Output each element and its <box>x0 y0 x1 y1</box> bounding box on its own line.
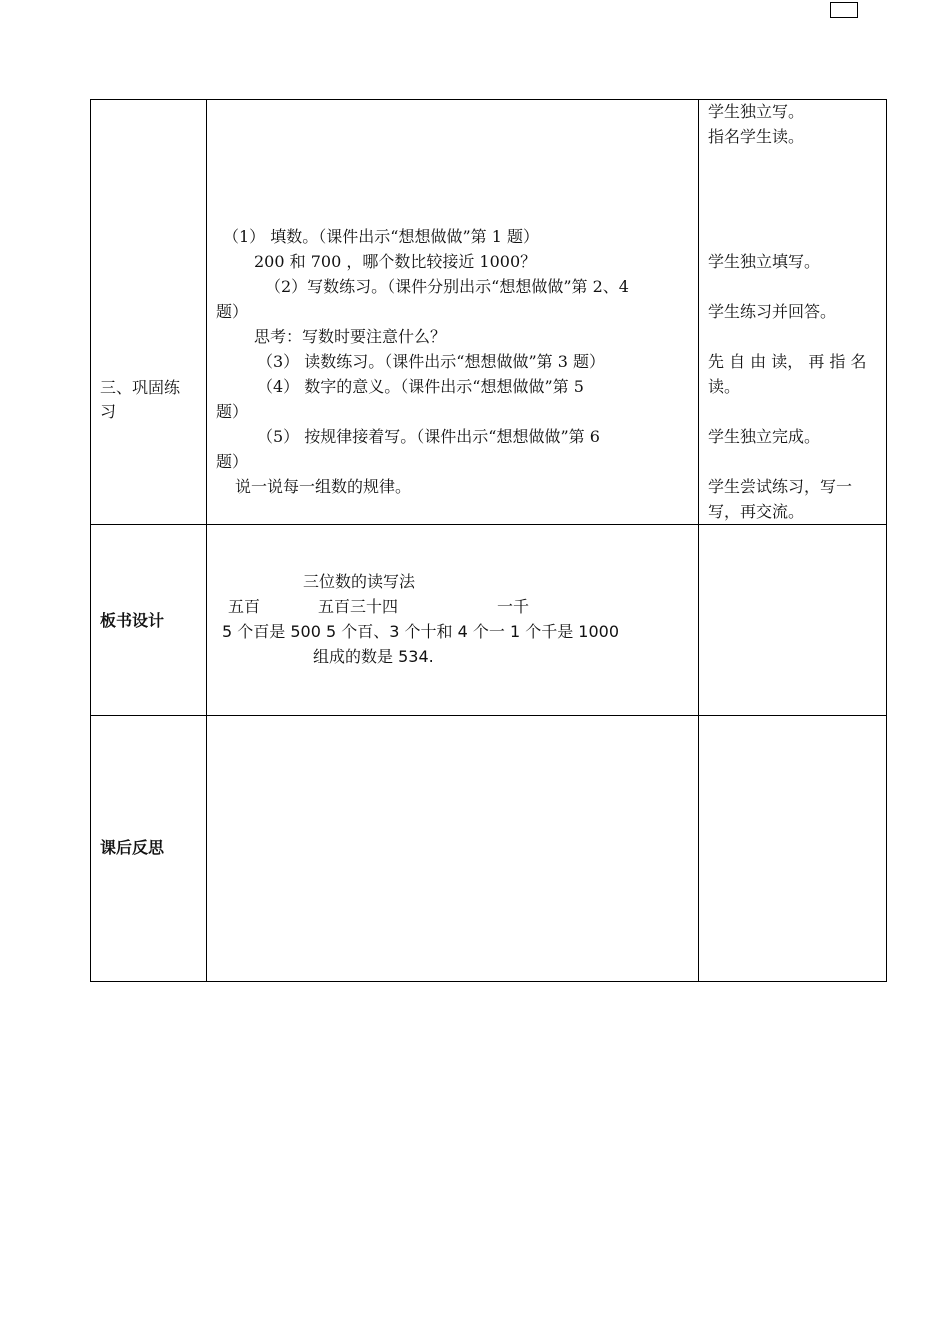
note-line: 读。 <box>708 377 741 396</box>
board-result-line: 组成的数是 534. <box>313 647 434 666</box>
note-line: 先 自 由 读， 再 指 名 <box>708 352 867 371</box>
note-line: 学生独立写。 <box>708 102 805 121</box>
note-line: 学生独立完成。 <box>708 427 821 446</box>
note-line: 学生尝试练习，写一 <box>708 477 853 496</box>
note-line: 指名学生读。 <box>708 127 805 146</box>
content-line: 题） <box>216 402 249 421</box>
board-design-notes-cell <box>699 525 887 716</box>
content-line: 200 和 700 ，哪个数比较接近 1000？ <box>254 252 537 271</box>
reflection-notes-cell <box>699 716 887 982</box>
content-line: （5） 按规律接着写。（课件出示“想想做做”第 6 <box>257 427 600 446</box>
practice-row <box>91 100 887 525</box>
section-label-line1: 三、巩固练 <box>100 378 181 397</box>
board-word-wubai: 五百 <box>228 597 261 616</box>
content-line: 题） <box>216 302 249 321</box>
note-line: 学生独立填写。 <box>708 252 821 271</box>
content-line: （3） 读数练习。（课件出示“想想做做”第 3 题） <box>257 352 605 371</box>
board-word-534: 五百三十四 <box>318 597 399 616</box>
page-number-box <box>830 2 858 18</box>
content-line: （1） 填数。（课件出示“想想做做”第 1 题） <box>223 227 539 246</box>
board-design-label: 板书设计 <box>100 611 165 630</box>
practice-notes-cell <box>699 100 887 525</box>
lesson-plan-table <box>90 99 887 982</box>
content-line: 说一说每一组数的规律。 <box>235 477 412 496</box>
reflection-content-cell <box>207 716 699 982</box>
content-line: （4） 数字的意义。（课件出示“想想做做”第 5 <box>257 377 584 396</box>
practice-label-cell <box>91 100 207 525</box>
content-line: 题） <box>216 452 249 471</box>
practice-content-cell <box>207 100 699 525</box>
board-design-label-cell <box>91 525 207 716</box>
board-design-row <box>91 525 887 716</box>
content-line: （2）写数练习。（课件分别出示“想想做做”第 2、4 <box>265 277 629 296</box>
board-title: 三位数的读写法 <box>303 572 416 591</box>
note-line: 写，再交流。 <box>708 502 805 521</box>
board-composition-line: 5 个百是 500 5 个百、3 个十和 4 个一 1 个千是 1000 <box>222 622 620 641</box>
reflection-row <box>91 716 887 982</box>
board-design-content-cell <box>207 525 699 716</box>
reflection-label: 课后反思 <box>100 838 165 857</box>
note-line: 学生练习并回答。 <box>708 302 837 321</box>
reflection-label-cell <box>91 716 207 982</box>
section-label-line2: 习 <box>100 402 117 421</box>
board-word-yiqian: 一千 <box>497 597 530 616</box>
content-line: 思考：写数时要注意什么？ <box>254 327 447 346</box>
